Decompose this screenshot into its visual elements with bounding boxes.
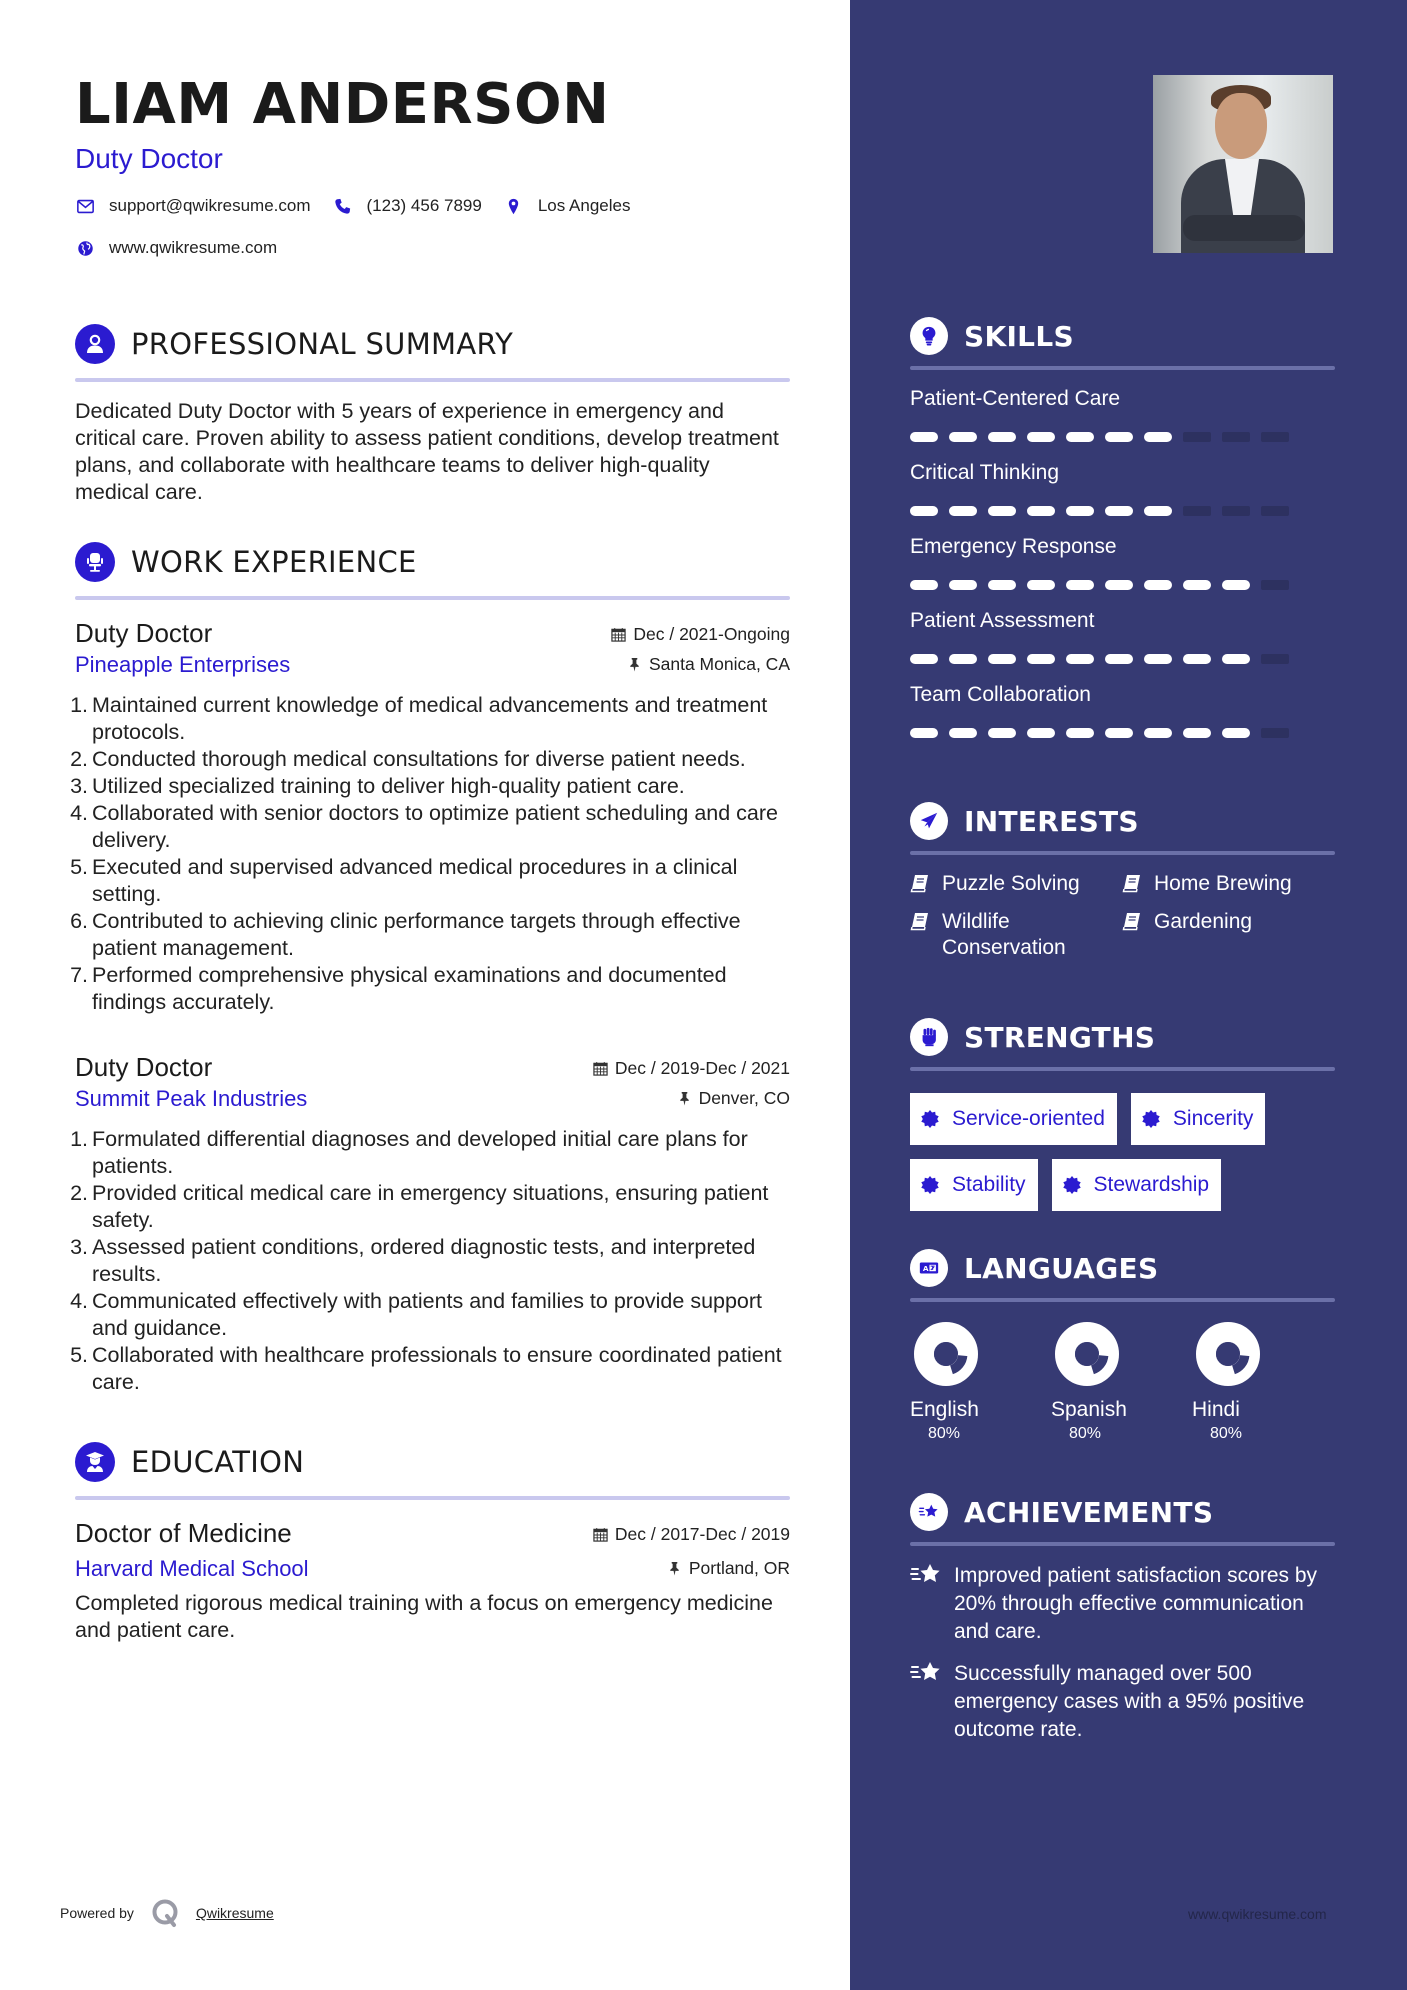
book-icon [1122, 873, 1142, 893]
language-item [910, 1322, 1051, 1443]
skill-item [910, 608, 1335, 664]
bullet-item: 5. Collaborated with healthcare professionals to ensure coordinated patient care. [70, 1343, 782, 1394]
skill-name: Team Collaboration [910, 683, 1091, 706]
language-item [1051, 1322, 1192, 1443]
strength-tag: Sincerity [1131, 1093, 1266, 1145]
pushpin-icon [677, 1091, 692, 1106]
strengths-list [910, 1093, 1335, 1211]
language-percent: 80% [1210, 1425, 1243, 1442]
language-name: English [910, 1398, 979, 1421]
languages-list [910, 1322, 1335, 1443]
skill-name: Critical Thinking [910, 461, 1059, 484]
section-header [910, 1017, 1335, 1057]
bullet-item: 2. Conducted thorough medical consultations for diverse patient needs. [70, 747, 746, 771]
skill-item [910, 386, 1335, 442]
job-location: Denver, CO [677, 1088, 790, 1109]
lightbulb-icon [910, 317, 948, 355]
job-title: Duty Doctor [75, 1052, 213, 1082]
interests-list [910, 871, 1335, 961]
section-header [910, 316, 1335, 356]
skill-dash-filled [1027, 506, 1055, 516]
school-name: Harvard Medical School [75, 1556, 309, 1581]
job-entry [70, 616, 790, 1016]
skill-dash-filled [988, 506, 1016, 516]
job-company: Summit Peak Industries [75, 1086, 308, 1111]
achievement-item: Improved patient satisfaction scores by 20% through effective communication and care. [910, 1562, 1335, 1646]
skill-dash-filled [1027, 432, 1055, 442]
education-location: Portland, OR [667, 1558, 790, 1579]
section-header [910, 1492, 1335, 1532]
candidate-role: Duty Doctor [75, 143, 223, 174]
skill-dash-empty [1261, 728, 1289, 738]
contact-info [75, 194, 790, 260]
skill-dash-filled [1066, 432, 1094, 442]
skill-dash-filled [1027, 654, 1055, 664]
section-header [910, 1248, 1335, 1288]
skill-dash-filled [949, 432, 977, 442]
section-professional-summary [75, 322, 790, 506]
skill-dash-filled [949, 654, 977, 664]
job-company: Pineapple Enterprises [75, 652, 291, 677]
skill-dash-filled [1066, 580, 1094, 590]
language-percent: 80% [928, 1425, 961, 1442]
skill-dash-filled [1144, 506, 1172, 516]
skill-name: Patient Assessment [910, 609, 1095, 632]
skill-dash-filled [1105, 654, 1133, 664]
skill-dash-filled [988, 580, 1016, 590]
pushpin-icon [627, 657, 642, 672]
section-strengths [910, 1017, 1335, 1211]
education-description: Completed rigorous medical training with a focus on emergency medicine and patient care. [75, 1591, 773, 1642]
skills-list [910, 386, 1335, 738]
skill-level-meter [910, 580, 1335, 590]
contact-location [504, 194, 631, 218]
skill-dash-empty [1261, 654, 1289, 664]
job-location: Santa Monica, CA [627, 654, 790, 675]
qwikresume-link[interactable]: Qwikresume [195, 1905, 274, 1921]
skill-level-meter [910, 432, 1335, 442]
section-header [75, 322, 790, 366]
skill-dash-filled [910, 728, 938, 738]
candidate-name: LIAM ANDERSON [75, 72, 610, 137]
skill-dash-filled [949, 580, 977, 590]
calendar-icon [593, 1061, 608, 1076]
skill-level-meter [910, 506, 1335, 516]
section-divider [75, 1496, 790, 1500]
bullet-item: 4. Communicated effectively with patients and families to provide support and guidance. [70, 1289, 763, 1340]
skill-dash-filled [1066, 728, 1094, 738]
user-icon [75, 324, 115, 364]
skill-dash-filled [988, 432, 1016, 442]
strength-tag: Stewardship [1052, 1159, 1222, 1211]
bullet-item: 4. Collaborated with senior doctors to optimize patient scheduling and care delivery. [70, 801, 779, 852]
job-bullets [70, 1126, 790, 1396]
calendar-icon [611, 627, 626, 642]
skill-dash-filled [1222, 580, 1250, 590]
section-education [75, 1440, 790, 1644]
interest-item: Home Brewing [1122, 871, 1322, 897]
section-work-experience [70, 540, 790, 1396]
skill-dash-filled [949, 506, 977, 516]
language-percent: 80% [1069, 1425, 1102, 1442]
strength-tag: Service-oriented [910, 1093, 1117, 1145]
section-divider [910, 1298, 1335, 1302]
globe-icon [75, 238, 95, 258]
shooting-star-icon [910, 1658, 944, 1688]
section-title: INTERESTS [964, 804, 1139, 838]
envelope-icon [75, 196, 95, 216]
achievement-item: Successfully managed over 500 emergency cases with a 95% positive outcome rate. [910, 1660, 1335, 1744]
profile-photo [1153, 75, 1333, 253]
section-header [75, 540, 790, 584]
map-pin-icon [504, 196, 524, 216]
degree-title: Doctor of Medicine [75, 1518, 292, 1548]
section-title: ACHIEVEMENTS [964, 1495, 1214, 1529]
skill-dash-filled [1144, 654, 1172, 664]
section-header [910, 801, 1335, 841]
contact-email[interactable] [75, 194, 311, 218]
fist-icon [910, 1018, 948, 1056]
skill-dash-filled [1105, 506, 1133, 516]
bullet-item: 1. Formulated differential diagnoses and developed initial care plans for patients. [70, 1127, 748, 1178]
section-achievements [910, 1492, 1335, 1744]
education-dates: Dec / 2017-Dec / 2019 [593, 1524, 790, 1545]
language-progress-ring [914, 1322, 978, 1386]
translate-icon [910, 1249, 948, 1287]
skill-dash-empty [1222, 506, 1250, 516]
footer-site-url[interactable]: www.qwikresume.com [1188, 1906, 1327, 1922]
skill-dash-empty [1261, 432, 1289, 442]
section-title: STRENGTHS [964, 1020, 1156, 1054]
qwikresume-logo-icon [150, 1897, 182, 1929]
skill-dash-filled [1222, 654, 1250, 664]
badge-icon [1141, 1109, 1161, 1129]
skill-dash-filled [910, 654, 938, 664]
svg-text:A: A [922, 1264, 929, 1274]
skill-dash-empty [1222, 432, 1250, 442]
skill-dash-empty [1183, 506, 1211, 516]
phone-icon [333, 196, 353, 216]
skill-dash-empty [1183, 432, 1211, 442]
skill-dash-filled [988, 728, 1016, 738]
sidebar [850, 0, 1407, 1990]
job-bullets [70, 692, 790, 1016]
strength-tag: Stability [910, 1159, 1038, 1211]
contact-website[interactable] [75, 236, 768, 260]
location-text: Los Angeles [537, 196, 631, 215]
skill-level-meter [910, 728, 1335, 738]
section-title: LANGUAGES [964, 1251, 1159, 1285]
skill-dash-filled [1144, 580, 1172, 590]
section-languages [910, 1248, 1335, 1443]
calendar-icon [593, 1527, 608, 1542]
contact-phone[interactable] [333, 194, 482, 218]
skill-dash-filled [910, 432, 938, 442]
skill-dash-filled [988, 654, 1016, 664]
badge-icon [920, 1109, 940, 1129]
language-item [1192, 1322, 1333, 1443]
skill-dash-filled [1105, 432, 1133, 442]
bullet-item: 3. Assessed patient conditions, ordered diagnostic tests, and interpreted results. [70, 1235, 756, 1286]
bullet-item: 2. Provided critical medical care in emergency situations, ensuring patient safety. [70, 1181, 769, 1232]
section-title: SKILLS [964, 319, 1074, 353]
skill-dash-filled [1144, 728, 1172, 738]
summary-text: Dedicated Duty Doctor with 5 years of experience in emergency and critical care. Proven ability to assess patient conditions, develop treatment plans, and collaborate with healthcare teams to deliver high-quality medical care. [75, 399, 779, 504]
graduate-icon [75, 1442, 115, 1482]
skill-item [910, 460, 1335, 516]
skill-level-meter [910, 654, 1335, 664]
skill-dash-filled [1183, 728, 1211, 738]
section-interests [910, 801, 1335, 961]
section-divider [75, 596, 790, 600]
language-name: Hindi [1192, 1398, 1240, 1421]
job-entry [70, 1050, 790, 1396]
section-divider [910, 366, 1335, 370]
skill-dash-empty [1261, 506, 1289, 516]
book-icon [910, 873, 930, 893]
section-divider [910, 851, 1335, 855]
section-skills [910, 316, 1335, 738]
skill-dash-filled [1027, 728, 1055, 738]
skill-dash-filled [1222, 728, 1250, 738]
section-divider [910, 1067, 1335, 1071]
job-dates: Dec / 2019-Dec / 2021 [593, 1058, 790, 1079]
skill-dash-filled [1183, 580, 1211, 590]
skill-dash-filled [910, 506, 938, 516]
badge-icon [1062, 1175, 1082, 1195]
bullet-item: 1. Maintained current knowledge of medical advancements and treatment protocols. [70, 693, 768, 744]
paper-plane-icon [910, 802, 948, 840]
skill-dash-filled [1105, 728, 1133, 738]
website-text: www.qwikresume.com [109, 238, 278, 257]
skill-dash-empty [1261, 580, 1289, 590]
book-icon [910, 911, 930, 931]
phone-text: (123) 456 7899 [366, 196, 482, 215]
bullet-item: 5. Executed and supervised advanced medical procedures in a clinical setting. [70, 855, 738, 906]
interest-item: Wildlife Conservation [910, 909, 1122, 961]
skill-name: Emergency Response [910, 535, 1117, 558]
pushpin-icon [667, 1561, 682, 1576]
section-divider [75, 378, 790, 382]
interest-item: Gardening [1122, 909, 1322, 961]
education-entry [75, 1516, 790, 1644]
skill-dash-filled [1066, 654, 1094, 664]
badge-icon [920, 1175, 940, 1195]
section-title: EDUCATION [131, 1445, 305, 1479]
skill-dash-filled [1105, 580, 1133, 590]
bullet-item: 3. Utilized specialized training to deliver high-quality patient care. [70, 774, 685, 798]
job-dates: Dec / 2021-Ongoing [611, 624, 790, 645]
section-header [75, 1440, 790, 1484]
powered-by-footer [60, 1897, 274, 1929]
office-chair-icon [75, 542, 115, 582]
interest-item: Puzzle Solving [910, 871, 1122, 897]
shooting-star-icon [910, 1493, 948, 1531]
skill-name: Patient-Centered Care [910, 387, 1121, 410]
skill-dash-filled [910, 580, 938, 590]
skill-dash-filled [949, 728, 977, 738]
skill-dash-filled [1066, 506, 1094, 516]
bullet-item: 7. Performed comprehensive physical examinations and documented findings accurately. [70, 963, 727, 1014]
bullet-item: 6. Contributed to achieving clinic performance targets through effective patient management. [70, 909, 741, 960]
book-icon [1122, 911, 1142, 931]
section-divider [910, 1542, 1335, 1546]
section-title: WORK EXPERIENCE [131, 545, 417, 579]
email-text: support@qwikresume.com [109, 196, 311, 215]
shooting-star-icon [910, 1560, 944, 1590]
language-name: Spanish [1051, 1398, 1127, 1421]
job-title: Duty Doctor [75, 618, 213, 648]
skill-dash-filled [1183, 654, 1211, 664]
skill-dash-filled [1027, 580, 1055, 590]
skill-item [910, 682, 1335, 738]
skill-item [910, 534, 1335, 590]
section-title: PROFESSIONAL SUMMARY [131, 327, 514, 361]
skill-dash-filled [1144, 432, 1172, 442]
language-progress-ring [1196, 1322, 1260, 1386]
language-progress-ring [1055, 1322, 1119, 1386]
powered-by-label: Powered by [60, 1905, 134, 1921]
